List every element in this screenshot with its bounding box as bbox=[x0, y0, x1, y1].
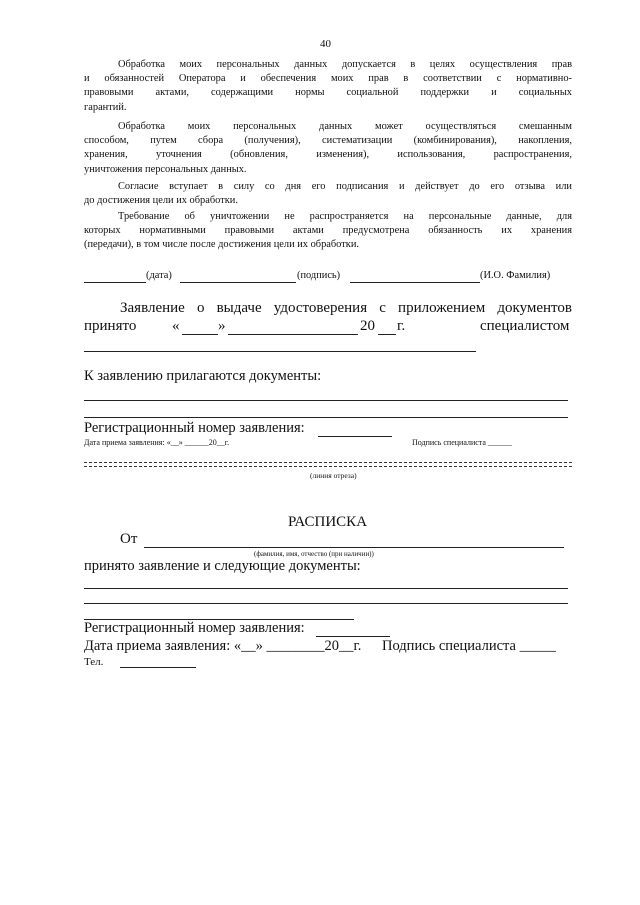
phone-blank-line[interactable] bbox=[120, 667, 196, 668]
specialist-signature-small: Подпись специалиста ______ bbox=[412, 438, 512, 447]
receipt-registration-label: Регистрационный номер заявления: bbox=[84, 620, 305, 636]
date-blank-line[interactable] bbox=[84, 282, 146, 283]
text-line: и обязанностей Оператора и обеспечения моих прав в соответствии с нормативно- bbox=[84, 73, 572, 85]
text-line: Согласие вступает в силу со дня его подписания и действует до его отзыва или bbox=[118, 181, 572, 192]
text-line: способом, путем сбора (получения), систематизации (комбинирования), накопления, bbox=[84, 135, 572, 147]
text-line: Требование об уничтожении не распространяется на персональные данные, для bbox=[118, 211, 572, 222]
registration-number-label: Регистрационный номер заявления: bbox=[84, 420, 305, 436]
specialist-label: специалистом bbox=[480, 318, 570, 334]
cut-line bbox=[84, 462, 572, 463]
cut-line-caption: (линия отреза) bbox=[310, 471, 357, 480]
receipt-date-label: Дата приема заявления: «__» ________20__г. bbox=[84, 638, 362, 654]
consent-paragraph-1 bbox=[84, 58, 572, 115]
day-blank-line[interactable] bbox=[182, 334, 218, 335]
year-prefix: 20 bbox=[360, 318, 375, 334]
receipt-registration-blank[interactable] bbox=[316, 636, 390, 637]
receipt-accepted-text: принято заявление и следующие документы: bbox=[84, 558, 361, 574]
text-line: до достижения цели их обработки. bbox=[84, 195, 238, 207]
attachments-blank-line[interactable] bbox=[84, 400, 568, 401]
text-line: гарантий. bbox=[84, 101, 127, 113]
quote-open: « bbox=[172, 318, 180, 334]
attachments-heading: К заявлению прилагаются документы: bbox=[84, 368, 322, 384]
receipt-title: РАСПИСКА bbox=[288, 514, 368, 530]
from-blank-line[interactable] bbox=[144, 547, 564, 548]
text-line: которых нормативными правовыми актами предусмотрена обязанность их хранения bbox=[84, 225, 572, 237]
from-label: От bbox=[120, 531, 138, 547]
consent-paragraph-3 bbox=[84, 180, 572, 208]
specialist-blank-line[interactable] bbox=[84, 351, 476, 352]
year-blank-line[interactable] bbox=[378, 334, 396, 335]
quote-close: » bbox=[218, 318, 226, 334]
text-line: уничтожения персональных данных. bbox=[84, 163, 247, 175]
text-line: хранения, уточнения (обновления, изменения), использования, распространения, bbox=[84, 149, 572, 161]
year-suffix: г. bbox=[397, 318, 406, 334]
accepted-label: принято bbox=[84, 318, 137, 334]
name-caption: (И.О. Фамилия) bbox=[480, 270, 551, 281]
name-blank-line[interactable] bbox=[350, 282, 480, 283]
consent-paragraph-4 bbox=[84, 210, 572, 253]
date-received-small: Дата приема заявления: «__» ______20__г. bbox=[84, 438, 230, 447]
attachments-blank-line[interactable] bbox=[84, 417, 568, 418]
fio-caption: (фамилия, имя, отчество (при наличии)) bbox=[254, 550, 374, 558]
documents-blank-line[interactable] bbox=[84, 588, 568, 589]
text-line: Обработка моих персональных данных может осуществляться смешанным bbox=[118, 121, 572, 132]
date-caption: (дата) bbox=[146, 270, 172, 281]
text-line: правовыми актами, содержащими нормы социальной поддержки и социальных bbox=[84, 87, 572, 99]
text-line: Обработка моих персональных данных допускается в целях осуществления прав bbox=[118, 59, 572, 70]
signature-blank-line[interactable] bbox=[180, 282, 296, 283]
cut-line bbox=[84, 466, 572, 467]
signature-caption: (подпись) bbox=[297, 270, 341, 281]
month-blank-line[interactable] bbox=[228, 334, 358, 335]
registration-number-blank[interactable] bbox=[318, 436, 392, 437]
page-number: 40 bbox=[320, 38, 331, 50]
documents-blank-line[interactable] bbox=[84, 603, 568, 604]
statement-line: Заявление о выдаче удостоверения с приложением документов bbox=[120, 300, 572, 316]
text-line: (передачи), в том числе после достижения цели их обработки. bbox=[84, 239, 359, 251]
phone-label: Тел. bbox=[84, 656, 104, 668]
consent-paragraph-2 bbox=[84, 120, 572, 177]
receipt-signature-label: Подпись специалиста _____ bbox=[382, 638, 556, 654]
